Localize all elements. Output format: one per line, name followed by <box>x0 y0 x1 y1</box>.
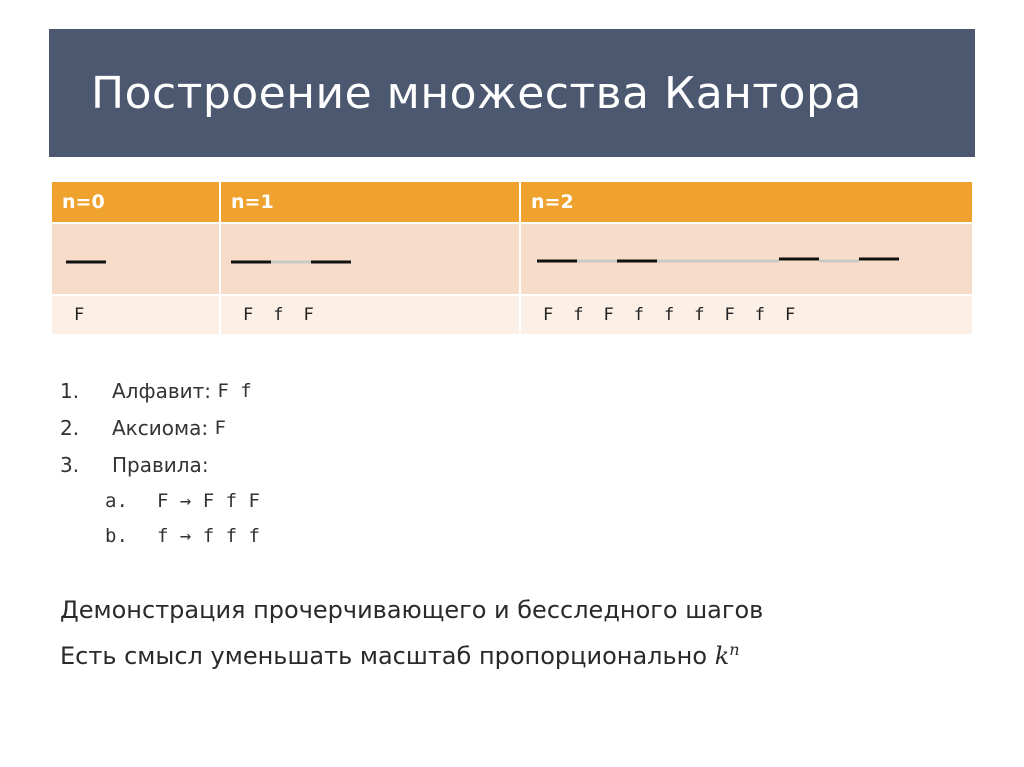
segments-n1 <box>220 223 520 295</box>
rule-value: F f <box>217 379 252 402</box>
symbol: F <box>303 305 314 325</box>
list-number: 1. <box>60 378 80 403</box>
header-n2: n=2 <box>520 182 972 223</box>
cantor-table <box>52 182 972 334</box>
note-scale <box>60 630 763 676</box>
rule-productions <box>60 446 260 483</box>
slide-title: Построение множества Кантора <box>91 67 862 119</box>
rule-label: Правила: <box>112 452 209 477</box>
rule-alphabet <box>60 372 260 409</box>
symbol: F <box>603 305 614 325</box>
segments-n0 <box>52 223 220 295</box>
segments-n1-drawing <box>221 224 519 294</box>
rule-axiom <box>60 409 260 446</box>
list-number: 2. <box>60 415 80 440</box>
production-b <box>60 518 260 553</box>
formula-base: k <box>714 642 730 670</box>
scale-formula <box>715 642 740 670</box>
production-rule: f → f f f <box>157 524 260 547</box>
symbol: F <box>724 305 735 325</box>
symbol: f <box>273 305 284 325</box>
header-n0: n=0 <box>52 182 220 223</box>
symbol: F <box>543 305 554 325</box>
production-rule: F → F f F <box>157 489 260 512</box>
rule-value: F <box>214 416 226 439</box>
note-scale-text: Есть смысл уменьшать масштаб пропорционально <box>60 642 708 670</box>
string-n0 <box>52 295 220 334</box>
symbol: f <box>633 305 644 325</box>
rule-label: Алфавит: <box>112 378 211 403</box>
symbol: f <box>664 305 675 325</box>
string-list-n0 <box>74 305 219 325</box>
string-n2 <box>520 295 972 334</box>
sub-marker: a. <box>105 489 128 512</box>
string-row <box>52 295 972 334</box>
symbol: f <box>573 305 584 325</box>
lsystem-rules <box>60 372 260 553</box>
sub-marker: b. <box>105 524 128 547</box>
segments-n0-drawing <box>52 224 219 294</box>
rule-label: Аксиома: <box>112 415 209 440</box>
segments-n2-drawing <box>521 224 972 294</box>
string-list-n2 <box>543 305 972 325</box>
symbol: f <box>694 305 705 325</box>
title-bar <box>49 29 975 157</box>
segment-row <box>52 223 972 295</box>
header-n1: n=1 <box>220 182 520 223</box>
string-list-n1 <box>243 305 519 325</box>
notes <box>60 590 763 676</box>
segments-n2 <box>520 223 972 295</box>
table-header-row <box>52 182 972 223</box>
note-demonstration: Демонстрация прочерчивающего и бесследного шагов <box>60 596 764 624</box>
list-number: 3. <box>60 452 80 477</box>
symbol: f <box>754 305 765 325</box>
formula-exponent: n <box>729 640 740 659</box>
production-a <box>60 483 260 518</box>
symbol: F <box>785 305 796 325</box>
symbol: F <box>243 305 254 325</box>
string-n1 <box>220 295 520 334</box>
symbol: F <box>74 305 85 325</box>
